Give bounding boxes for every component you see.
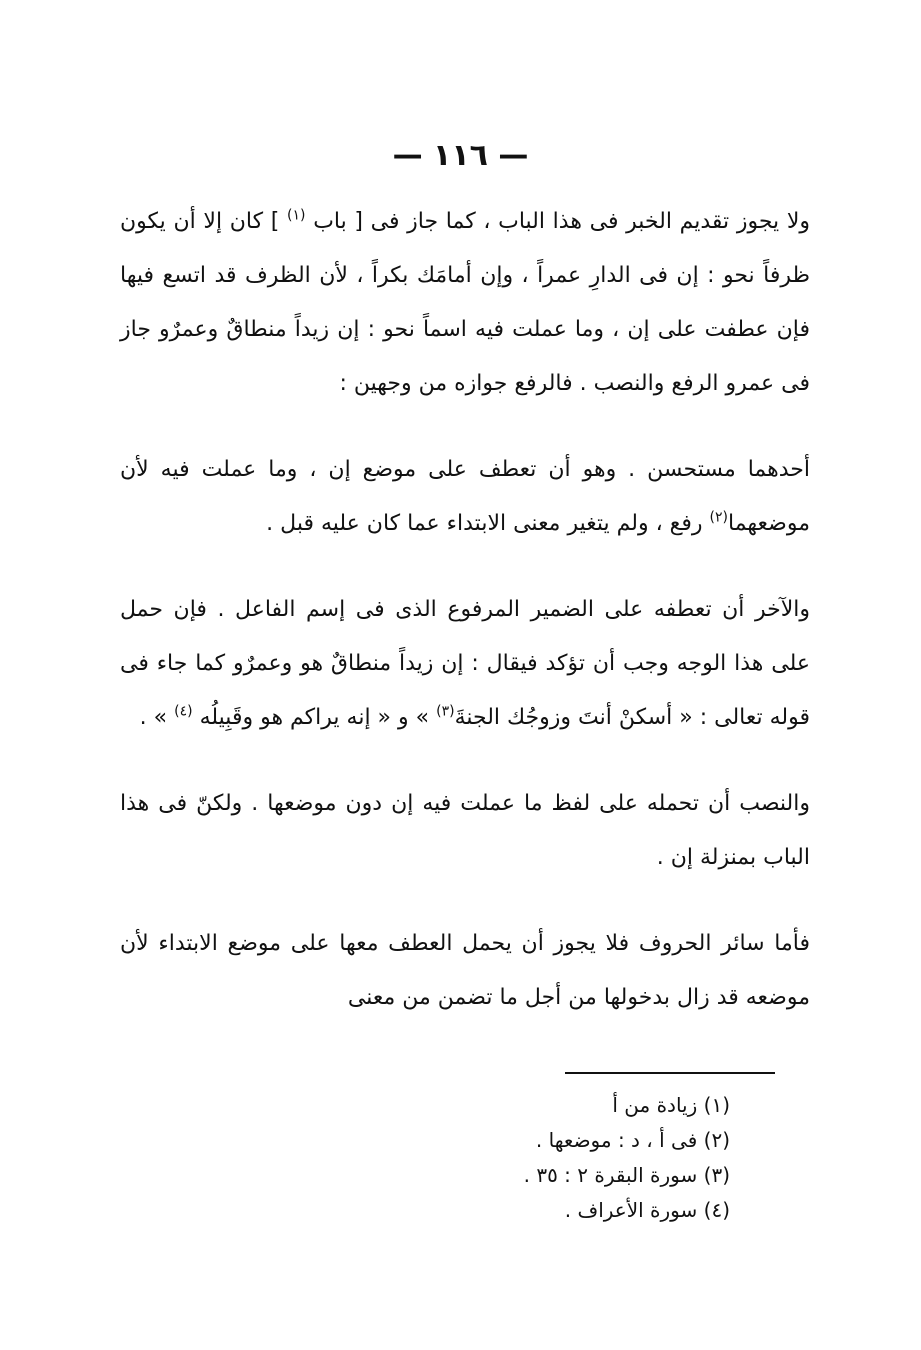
footnote-item: (٢) فى أ ، د : موضعها .: [535, 1128, 730, 1152]
paragraph-text: ] كان إلا أن يكون ظرفاً نحو : إن فى الدارِ عمراً ، وإن أمامَك بكراً ، لأن الظرف قد اتسع فيها فإن عطفت على إن ، وما عملت فيه اسماً نحو : إن زيداً منطاقٌ وعمرٌو جاز فى عمرو الرفع والنصب . فالرفع جوازه من وجهين :: [120, 209, 810, 396]
paragraph-text: والآخر أن تعطفه على الضمير المرفوع الذى فى إسم الفاعل . فإن حمل على هذا الوجه وجب أن تؤكد فيقال : إن زيداً منطاقٌ هو وعمرٌو كما جاء فى قوله تعالى : « أسكنْ أنتَ وزوجُك الجنةَ: [120, 597, 810, 730]
paragraph-text: فأما سائر الحروف فلا يجوز أن يحمل العطف معها على موضع الابتداء لأن موضعه قد زال بدخولها من أجل ما تضمن من معنى: [120, 931, 810, 1010]
paragraph-2: [120, 443, 810, 551]
paragraph-text: » و « إنه يراكم هو وقَبِيلُه: [199, 705, 430, 730]
footnote-marker: (٢): [709, 509, 728, 526]
page-number: — ١١٦ —: [392, 138, 529, 173]
footnote-marker: (٤): [174, 703, 193, 720]
footnote-item: (٤) سورة الأعراف .: [564, 1198, 730, 1222]
footnote-item: (٣) سورة البقرة ٢ : ٣٥ .: [523, 1163, 730, 1187]
paragraph-4: [120, 777, 810, 885]
paragraph-text: والنصب أن تحمله على لفظ ما عملت فيه إن دون موضعها . ولكنّ فى هذا الباب بمنزلة إن .: [120, 791, 810, 870]
footnote-marker: (٣): [436, 703, 455, 720]
paragraph-1: [120, 195, 810, 411]
paragraph-text: أحدهما مستحسن . وهو أن تعطف على موضع إن ، وما عملت فيه لأن موضعهما: [120, 457, 810, 536]
paragraph-5: [120, 917, 810, 1025]
paragraph-3: [120, 583, 810, 745]
footnote-item: (١) زيادة من أ: [612, 1093, 730, 1117]
main-text: [120, 195, 810, 1025]
footnote-marker: (١): [287, 207, 306, 224]
footnote-separator: [565, 1072, 775, 1074]
paragraph-text: ولا يجوز تقديم الخبر فى هذا الباب ، كما جاز فى [ باب: [313, 209, 811, 234]
paragraph-text: » .: [139, 705, 168, 730]
paragraph-text: رفع ، ولم يتغير معنى الابتداء عما كان عليه قبل .: [266, 511, 703, 536]
footnotes: [430, 1088, 730, 1228]
